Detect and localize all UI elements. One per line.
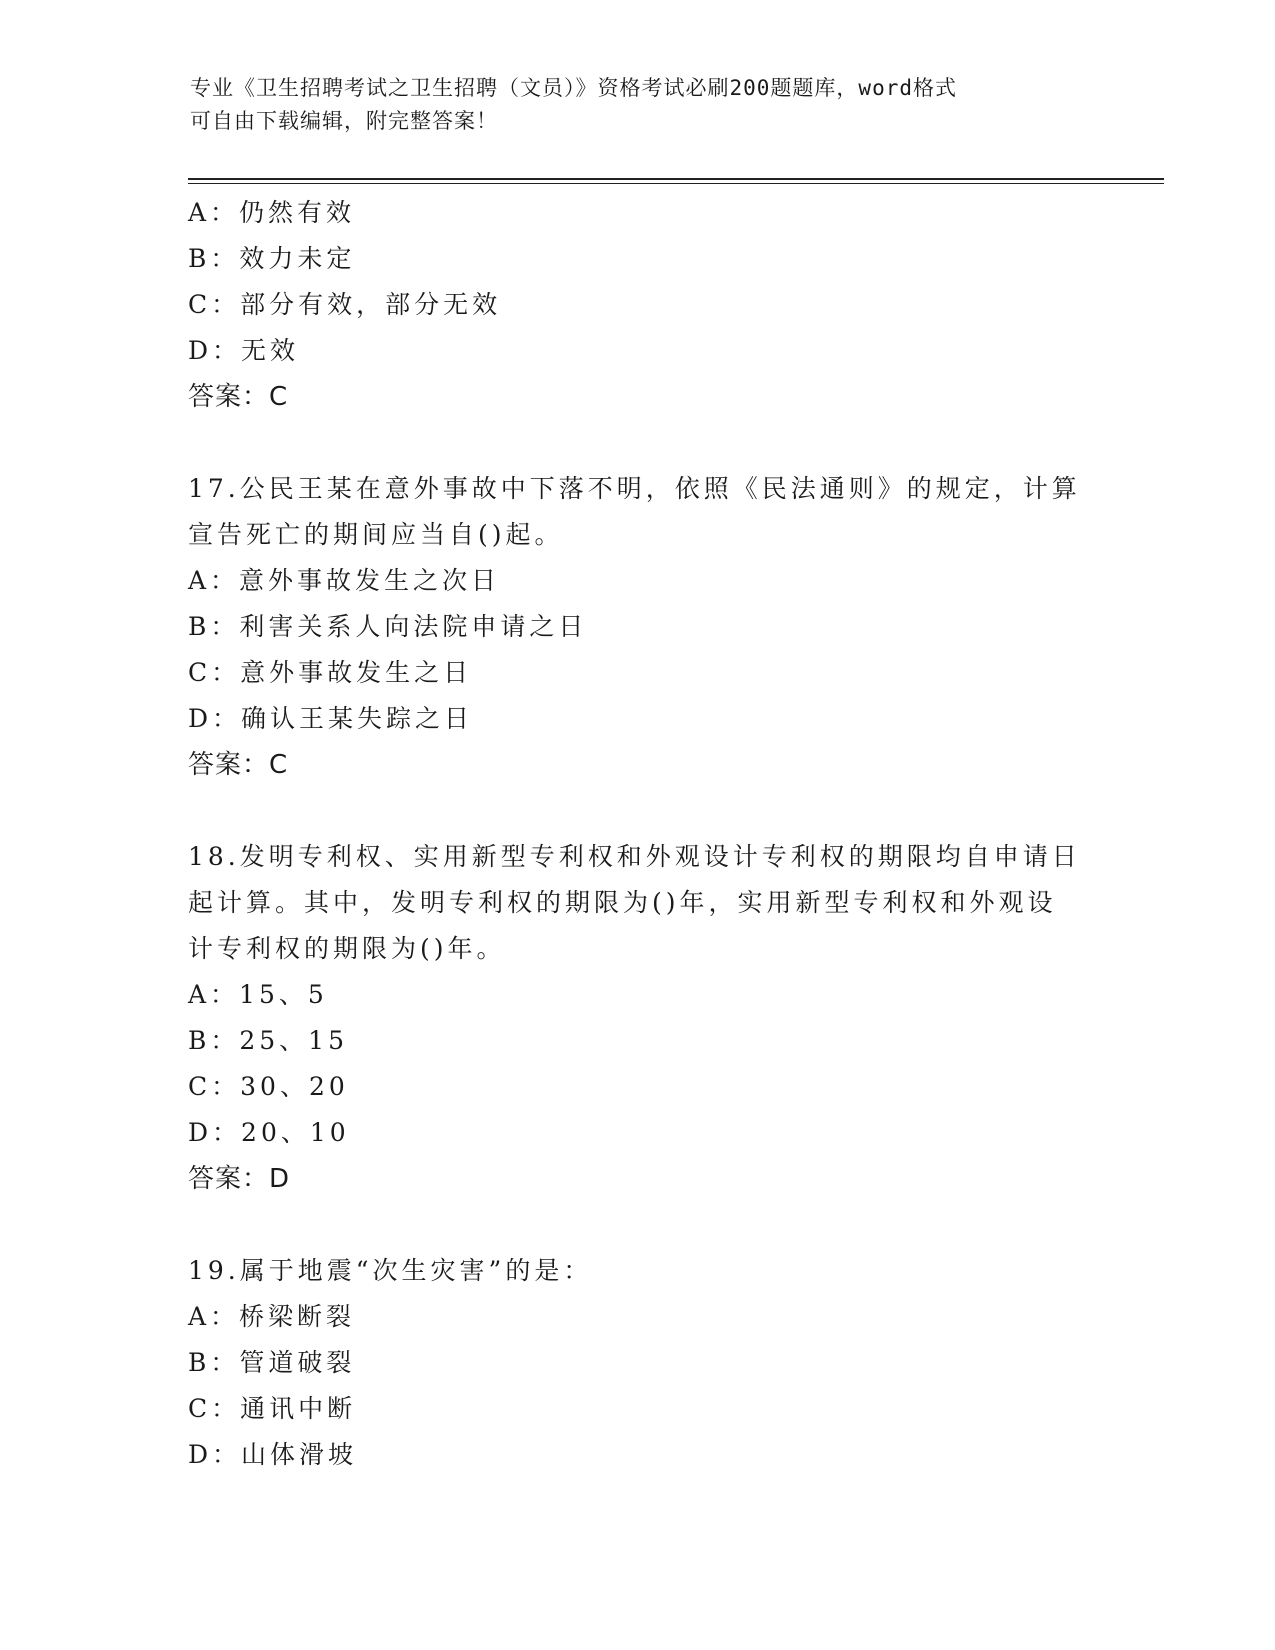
option-d: D：20、10 [188, 1118, 350, 1147]
document-header [190, 72, 1090, 138]
option-c: C：部分有效，部分无效 [188, 290, 502, 319]
option-b: B：利害关系人向法院申请之日 [188, 612, 588, 641]
answer-line: 答案：D [188, 1164, 291, 1194]
spacer [188, 788, 1088, 834]
header-line-2: 可自由下载编辑，附完整答案！ [190, 109, 498, 133]
option-c: C：30、20 [188, 1072, 349, 1101]
question-17 [188, 466, 1088, 788]
question-stem: 17.公民王某在意外事故中下落不明，依照《民法通则》的规定，计算 [188, 474, 1081, 503]
option-b: B：效力未定 [188, 244, 356, 273]
option-b: B：管道破裂 [188, 1348, 356, 1377]
question-stem-cont: 计专利权的期限为()年。 [188, 934, 506, 963]
option-a: A：15、5 [188, 980, 328, 1009]
spacer [188, 420, 1088, 466]
question-list [188, 190, 1088, 1478]
header-divider-thick [188, 178, 1164, 180]
question-stem: 18.发明专利权、实用新型专利权和外观设计专利权的期限均自申请日 [188, 842, 1081, 871]
header-line-1: 专业《卫生招聘考试之卫生招聘（文员）》资格考试必刷200题题库，word格式 [190, 76, 957, 100]
option-c: C：通讯中断 [188, 1394, 357, 1423]
question-stem-cont: 宣告死亡的期间应当自()起。 [188, 520, 564, 549]
option-c: C：意外事故发生之日 [188, 658, 473, 687]
header-divider-thin [188, 183, 1164, 184]
option-a: A：桥梁断裂 [188, 1302, 356, 1331]
question-stem-cont: 起计算。其中，发明专利权的期限为()年，实用新型专利权和外观设 [188, 888, 1057, 917]
question-18 [188, 834, 1088, 1202]
question-stem: 19.属于地震“次生灾害”的是： [188, 1256, 593, 1285]
question-19 [188, 1248, 1088, 1478]
question-16-continued [188, 190, 1088, 420]
option-d: D：无效 [188, 336, 300, 365]
answer-line: 答案：C [188, 382, 289, 412]
option-d: D：确认王某失踪之日 [188, 704, 474, 733]
answer-line: 答案：C [188, 750, 289, 780]
option-d: D：山体滑坡 [188, 1440, 358, 1469]
option-b: B：25、15 [188, 1026, 348, 1055]
spacer [188, 1202, 1088, 1248]
option-a: A：仍然有效 [188, 198, 356, 227]
option-a: A：意外事故发生之次日 [188, 566, 501, 595]
